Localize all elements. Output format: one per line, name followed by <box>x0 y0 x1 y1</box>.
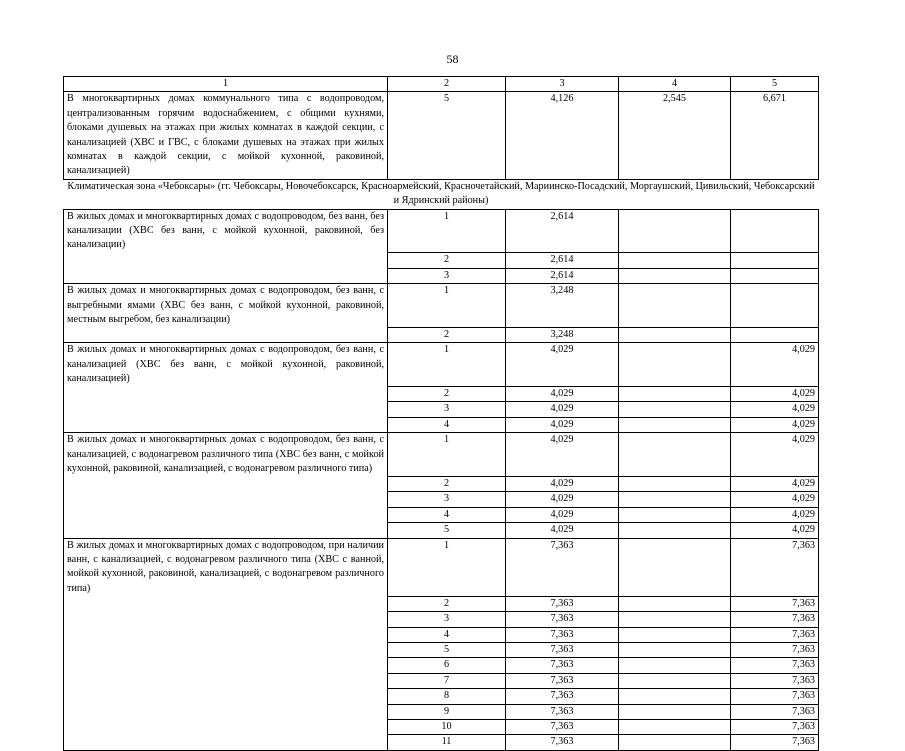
row-description-continuation <box>64 417 388 432</box>
table-row <box>64 507 819 522</box>
cell-col-3: 4,029 <box>506 507 619 522</box>
cell-col-2: 4 <box>388 627 506 642</box>
cell-col-4 <box>619 689 731 704</box>
cell-col-3: 4,126 <box>506 92 619 179</box>
cell-col-2: 2 <box>388 596 506 611</box>
table-row <box>64 209 819 253</box>
cell-col-5: 4,029 <box>731 476 819 491</box>
column-number-2: 2 <box>388 77 506 92</box>
cell-col-5: 4,029 <box>731 343 819 387</box>
row-description-continuation <box>64 387 388 402</box>
cell-col-3: 3,248 <box>506 284 619 328</box>
row-description-continuation <box>64 719 388 734</box>
column-number-4: 4 <box>619 77 731 92</box>
cell-col-4 <box>619 417 731 432</box>
cell-col-2: 1 <box>388 284 506 328</box>
row-description: В жилых домах и многоквартирных домах с водопроводом, при наличии ванн, с канализацией, с водонагревом различного типа (ХВС с ванной, мойкой кухонной, раковиной, канализацией, с водонагревом различного типа) <box>64 538 388 596</box>
cell-col-3: 7,363 <box>506 719 619 734</box>
cell-col-5 <box>731 327 819 342</box>
cell-col-4 <box>619 673 731 688</box>
cell-col-3: 4,029 <box>506 433 619 477</box>
cell-col-2: 1 <box>388 343 506 387</box>
row-description-continuation <box>64 253 388 268</box>
cell-col-2: 11 <box>388 735 506 750</box>
cell-col-3: 7,363 <box>506 627 619 642</box>
cell-col-4 <box>619 627 731 642</box>
row-description-continuation <box>64 658 388 673</box>
table-row <box>64 284 819 328</box>
table-row <box>64 523 819 538</box>
cell-col-5: 7,363 <box>731 704 819 719</box>
table-row <box>64 627 819 642</box>
cell-col-2: 3 <box>388 402 506 417</box>
cell-col-2: 1 <box>388 433 506 477</box>
cell-col-4 <box>619 492 731 507</box>
column-number-5: 5 <box>731 77 819 92</box>
row-description-continuation <box>64 402 388 417</box>
cell-col-5 <box>731 253 819 268</box>
cell-col-5: 4,029 <box>731 507 819 522</box>
table-row <box>64 596 819 611</box>
cell-col-3: 7,363 <box>506 735 619 750</box>
cell-col-4 <box>619 642 731 657</box>
cell-col-3: 7,363 <box>506 704 619 719</box>
cell-col-5: 7,363 <box>731 612 819 627</box>
cell-col-3: 2,614 <box>506 209 619 253</box>
cell-col-3: 7,363 <box>506 612 619 627</box>
cell-col-3: 4,029 <box>506 492 619 507</box>
table-row <box>64 92 819 179</box>
table-row <box>64 719 819 734</box>
cell-col-2: 5 <box>388 92 506 179</box>
column-number-3: 3 <box>506 77 619 92</box>
table-row <box>64 417 819 432</box>
table-row <box>64 433 819 477</box>
cell-col-4 <box>619 507 731 522</box>
cell-col-4 <box>619 433 731 477</box>
cell-col-2: 1 <box>388 209 506 253</box>
row-description-continuation <box>64 492 388 507</box>
cell-col-5: 7,363 <box>731 735 819 750</box>
cell-col-2: 5 <box>388 642 506 657</box>
cell-col-4 <box>619 343 731 387</box>
cell-col-3: 7,363 <box>506 658 619 673</box>
cell-col-3: 7,363 <box>506 596 619 611</box>
cell-col-2: 1 <box>388 538 506 596</box>
row-description: В жилых домах и многоквартирных домах с водопроводом, без ванн, с канализацией, с водонагревом различного типа (ХВС без ванн, с мойкой кухонной, раковиной, канализацией, с водонагревом различного типа) <box>64 433 388 477</box>
cell-col-2: 3 <box>388 612 506 627</box>
row-description-continuation <box>64 673 388 688</box>
cell-col-4 <box>619 596 731 611</box>
table-row <box>64 642 819 657</box>
cell-col-5: 7,363 <box>731 642 819 657</box>
cell-col-2: 4 <box>388 507 506 522</box>
cell-col-3: 4,029 <box>506 417 619 432</box>
row-description-continuation <box>64 704 388 719</box>
cell-col-5: 4,029 <box>731 433 819 477</box>
cell-col-4 <box>619 476 731 491</box>
cell-col-4: 2,545 <box>619 92 731 179</box>
cell-col-4 <box>619 523 731 538</box>
cell-col-4 <box>619 402 731 417</box>
row-description: В жилых домах и многоквартирных домах с водопроводом, без ванн, без канализации (ХВС без ванн, с мойкой кухонной, раковиной, без канализации) <box>64 209 388 253</box>
cell-col-5: 7,363 <box>731 673 819 688</box>
row-description-continuation <box>64 523 388 538</box>
cell-col-3: 7,363 <box>506 642 619 657</box>
cell-col-5: 7,363 <box>731 658 819 673</box>
row-description-continuation <box>64 268 388 283</box>
cell-col-5: 4,029 <box>731 402 819 417</box>
row-description-continuation <box>64 642 388 657</box>
table-row <box>64 658 819 673</box>
cell-col-5: 6,671 <box>731 92 819 179</box>
table-row <box>64 735 819 750</box>
cell-col-2: 7 <box>388 673 506 688</box>
column-number-1: 1 <box>64 77 388 92</box>
row-description-continuation <box>64 507 388 522</box>
cell-col-3: 4,029 <box>506 387 619 402</box>
cell-col-5: 7,363 <box>731 689 819 704</box>
cell-col-2: 3 <box>388 268 506 283</box>
table-row <box>64 387 819 402</box>
cell-col-2: 9 <box>388 704 506 719</box>
cell-col-3: 4,029 <box>506 476 619 491</box>
row-description-continuation <box>64 476 388 491</box>
cell-col-5: 4,029 <box>731 492 819 507</box>
table-header-row <box>64 77 819 92</box>
cell-col-4 <box>619 387 731 402</box>
table-row <box>64 402 819 417</box>
cell-col-5: 4,029 <box>731 523 819 538</box>
cell-col-3: 7,363 <box>506 689 619 704</box>
row-description: В жилых домах и многоквартирных домах с водопроводом, без ванн, с выгребными ямами (ХВС без ванн, с мойкой кухонной, раковиной, местным выгребом, без канализации) <box>64 284 388 328</box>
row-description-continuation <box>64 612 388 627</box>
cell-col-2: 2 <box>388 476 506 491</box>
table-row <box>64 476 819 491</box>
table-row <box>64 327 819 342</box>
page-number: 58 <box>446 52 459 66</box>
cell-col-3: 2,614 <box>506 253 619 268</box>
table-row <box>64 343 819 387</box>
cell-col-5: 7,363 <box>731 627 819 642</box>
row-description-continuation <box>64 627 388 642</box>
table-row <box>64 673 819 688</box>
row-description-continuation <box>64 327 388 342</box>
cell-col-2: 2 <box>388 253 506 268</box>
cell-col-5: 7,363 <box>731 596 819 611</box>
cell-col-4 <box>619 719 731 734</box>
cell-col-2: 2 <box>388 327 506 342</box>
cell-col-3: 4,029 <box>506 343 619 387</box>
row-description: В многоквартирных домах коммунального типа с водопроводом, централизованным горячим водоснабжением, с общими кухнями, блоками душевых на этажах при жилых комнатах в каждой секции, с канализацией (ХВС и ГВС, с блоками душевых на этажах при жилых комнатах в каждой секции, с мойкой кухонной, раковиной, канализацией) <box>64 92 388 179</box>
cell-col-2: 4 <box>388 417 506 432</box>
climate-zone-heading: Климатическая зона «Чебоксары» (гг. Чебоксары, Новочебоксарск, Красноармейский, Красночетайский, Мариинско-Посадский, Моргаушский, Цивильский, Чебоксарский и Ядринский районы) <box>64 179 819 209</box>
zone-heading-row <box>64 179 819 209</box>
cell-col-4 <box>619 612 731 627</box>
table-row <box>64 704 819 719</box>
cell-col-2: 6 <box>388 658 506 673</box>
cell-col-2: 5 <box>388 523 506 538</box>
cell-col-3: 7,363 <box>506 538 619 596</box>
row-description: В жилых домах и многоквартирных домах с водопроводом, без ванн, с канализацией (ХВС без ванн, с мойкой кухонной, раковиной, канализацией) <box>64 343 388 387</box>
table-row <box>64 538 819 596</box>
cell-col-5: 7,363 <box>731 719 819 734</box>
cell-col-3: 3,248 <box>506 327 619 342</box>
cell-col-4 <box>619 327 731 342</box>
cell-col-5: 4,029 <box>731 417 819 432</box>
cell-col-4 <box>619 704 731 719</box>
row-description-continuation <box>64 596 388 611</box>
table-row <box>64 492 819 507</box>
cell-col-5: 7,363 <box>731 538 819 596</box>
table-row <box>64 689 819 704</box>
cell-col-3: 4,029 <box>506 523 619 538</box>
tariff-table <box>63 76 819 751</box>
table-row <box>64 612 819 627</box>
cell-col-4 <box>619 284 731 328</box>
cell-col-5: 4,029 <box>731 387 819 402</box>
table-row <box>64 253 819 268</box>
row-description-continuation <box>64 735 388 750</box>
cell-col-5 <box>731 268 819 283</box>
cell-col-4 <box>619 538 731 596</box>
cell-col-4 <box>619 253 731 268</box>
cell-col-4 <box>619 735 731 750</box>
cell-col-5 <box>731 209 819 253</box>
cell-col-2: 8 <box>388 689 506 704</box>
cell-col-3: 7,363 <box>506 673 619 688</box>
cell-col-5 <box>731 284 819 328</box>
cell-col-3: 2,614 <box>506 268 619 283</box>
cell-col-4 <box>619 209 731 253</box>
cell-col-2: 10 <box>388 719 506 734</box>
cell-col-4 <box>619 658 731 673</box>
cell-col-4 <box>619 268 731 283</box>
row-description-continuation <box>64 689 388 704</box>
cell-col-3: 4,029 <box>506 402 619 417</box>
cell-col-2: 2 <box>388 387 506 402</box>
table-row <box>64 268 819 283</box>
cell-col-2: 3 <box>388 492 506 507</box>
